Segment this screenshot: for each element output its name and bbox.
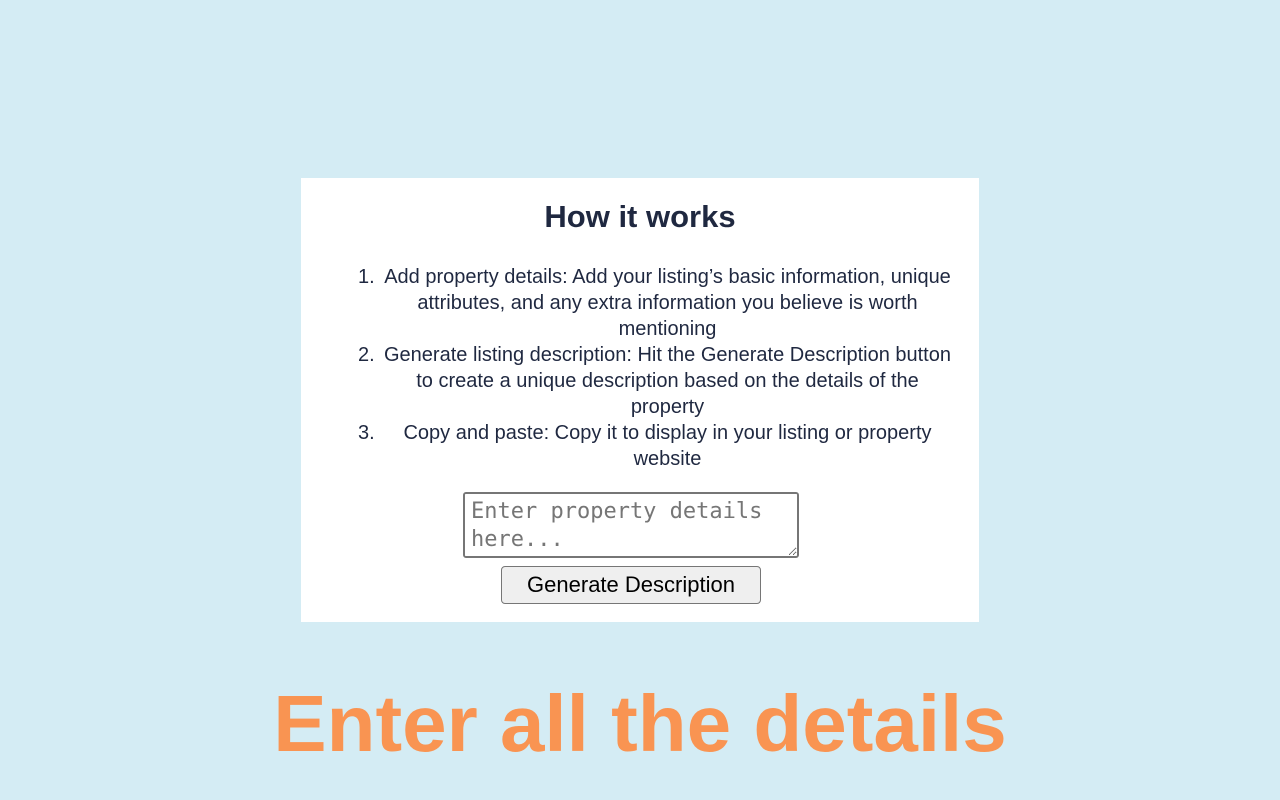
property-details-input[interactable] bbox=[463, 492, 799, 558]
step-text: Copy and paste: Copy it to display in your listing or property website bbox=[403, 422, 932, 470]
steps-list bbox=[358, 264, 953, 472]
generate-description-button[interactable]: Generate Description bbox=[501, 566, 761, 604]
step-number: 1. bbox=[358, 266, 375, 288]
step-text: Generate listing description: Hit the Generate Description button to create a unique description based on the details of the property bbox=[384, 344, 951, 418]
how-it-works-card bbox=[301, 178, 979, 622]
step-text: Add property details: Add your listing’s basic information, unique attributes, and any extra information you believe is worth mentioning bbox=[384, 266, 951, 340]
step-item bbox=[358, 264, 953, 342]
banner-heading: Enter all the details bbox=[273, 679, 1007, 768]
card-title: How it works bbox=[544, 199, 736, 234]
step-number: 2. bbox=[358, 344, 375, 366]
step-item bbox=[358, 420, 953, 472]
step-item bbox=[358, 342, 953, 420]
step-number: 3. bbox=[358, 422, 375, 444]
